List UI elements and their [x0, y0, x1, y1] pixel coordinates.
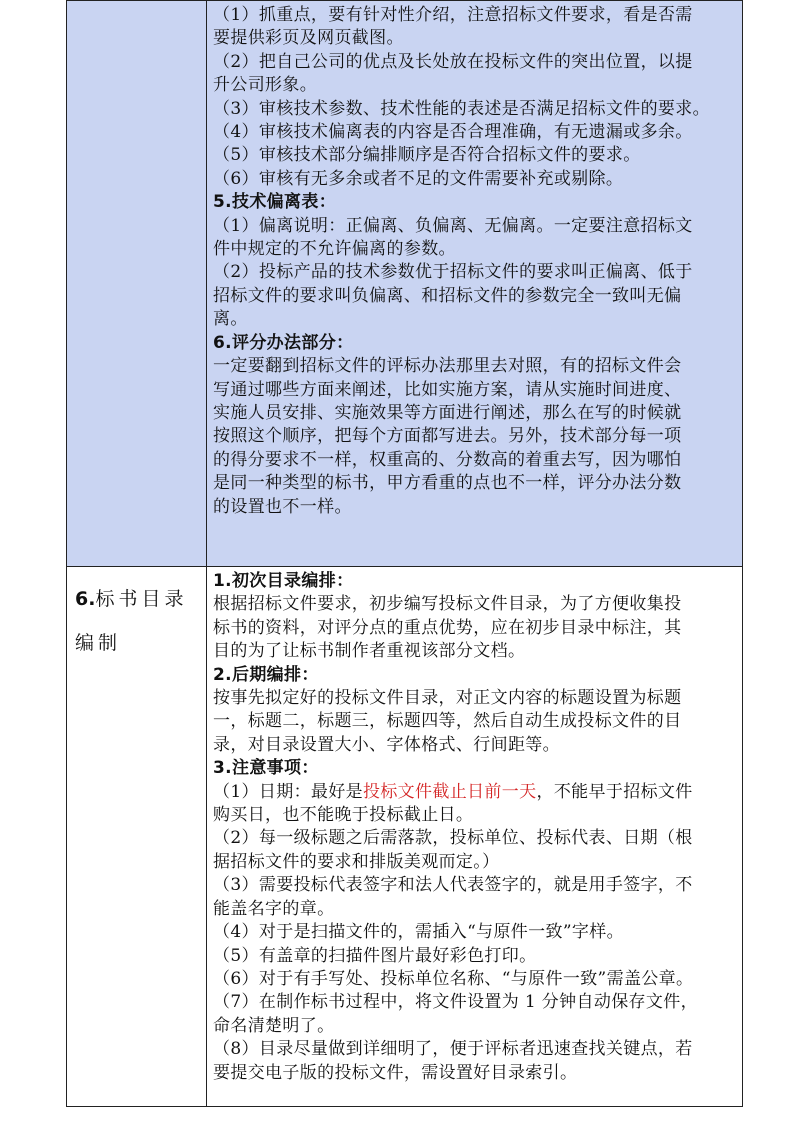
line-text: （2）把自己公司的优点及长处放在投标文件的突出位置，以提 [213, 51, 693, 72]
text-line [213, 261, 737, 284]
text-line [213, 687, 737, 710]
line-text: （3）审核技术参数、技术性能的表述是否满足招标文件的要求。 [213, 98, 710, 119]
line-text: （8）目录尽量做到详细明了，便于评标者迅速查找关键点，若 [213, 1039, 693, 1060]
line-text: （5）有盖章的扫描件图片最好彩色打印。 [213, 945, 537, 966]
text-line [213, 4, 737, 27]
text-line [213, 991, 737, 1014]
text-line [213, 1062, 737, 1085]
section-heading [213, 332, 737, 355]
text-line [213, 379, 737, 402]
line-text: （7）在制作标书过程中，将文件设置为 1 分钟自动保存文件， [213, 992, 698, 1013]
line-text: 按照这个顺序，把每个方面都写进去。另外，技术部分每一项 [213, 426, 682, 447]
text-line [213, 238, 737, 261]
section-title [75, 577, 198, 621]
text-line [213, 898, 737, 921]
row2-content-cell [207, 567, 743, 1107]
line-text: 一定要翻到招标文件的评标办法那里去对照，有的招标文件会 [213, 356, 682, 377]
section-heading [213, 570, 737, 593]
section-heading [213, 191, 737, 214]
text-line [213, 921, 737, 944]
line-text: 招标文件的要求叫负偏离、和招标文件的参数完全一致叫无偏 [213, 285, 682, 306]
text-line [213, 593, 737, 616]
text-line [213, 449, 737, 472]
text-line [213, 781, 737, 804]
text-line [213, 168, 737, 191]
line-text: 5.技术偏离表： [213, 192, 337, 213]
section-number: 6. [75, 588, 96, 610]
line-text: 要提交电子版的投标文件，需设置好目录索引。 [213, 1062, 578, 1083]
line-text: 要提供彩页及网页截图。 [213, 28, 404, 49]
line-text: 能盖名字的章。 [213, 898, 335, 919]
line-text: 按事先拟定好的投标文件目录，对正文内容的标题设置为标题 [213, 688, 682, 709]
text-line [213, 98, 737, 121]
row1-label-cell [67, 1, 207, 567]
line-text: （6）审核有无多余或者不足的文件需要补充或剔除。 [213, 168, 624, 189]
text-line [213, 968, 737, 991]
text-line [213, 1015, 737, 1038]
line-text: （6）对于有手写处、投标单位名称、“与原件一致”需盖公章。 [213, 968, 694, 989]
line-text: 根据招标文件要求，初步编写投标文件目录，为了方便收集投 [213, 594, 682, 615]
text-line [213, 1038, 737, 1061]
line-text: （1）偏离说明：正偏离、负偏离、无偏离。一定要注意招标文 [213, 215, 693, 236]
line-text: 的设置也不一样。 [213, 496, 352, 517]
highlight-text: 投标文件截止日前一天 [362, 781, 537, 802]
text-line [213, 804, 737, 827]
text-line [213, 945, 737, 968]
text-line [213, 285, 737, 308]
line-text: 离。 [213, 309, 248, 330]
line-text: 据招标文件的要求和排版美观而定。） [213, 851, 500, 872]
line-text: 写通过哪些方面来阐述，比如实施方案，请从实施时间进度、 [213, 379, 682, 400]
text-line [213, 144, 737, 167]
text-line [213, 355, 737, 378]
row1-content-cell [207, 1, 743, 567]
line-text: 一，标题二，标题三，标题四等，然后自动生成投标文件的目 [213, 711, 682, 732]
text-line [213, 121, 737, 144]
line-text: 命名清楚明了。 [213, 1015, 335, 1036]
text-line [213, 402, 737, 425]
line-text: （4）审核技术偏离表的内容是否合理准确，有无遗漏或多余。 [213, 122, 693, 143]
row2-label-cell [67, 567, 207, 1107]
line-text: （2）每一级标题之后需落款，投标单位、投标代表、日期（根 [213, 828, 693, 849]
text-line [213, 215, 737, 238]
line-text: 的得分要求不一样，权重高的、分数高的着重去写，因为哪怕 [213, 449, 682, 470]
row1-body [213, 4, 737, 519]
section-heading [213, 664, 737, 687]
text-line [213, 851, 737, 874]
line-text: 1.初次目录编排： [213, 571, 354, 591]
line-text: 目的为了让标书制作者重视该部分文档。 [213, 641, 526, 662]
text-line [213, 874, 737, 897]
line-text-after: ，不能早于招标文件 [536, 781, 693, 802]
table-row [67, 1, 743, 567]
section-heading [213, 757, 737, 780]
line-text: 录，对目录设置大小、字体格式、行间距等。 [213, 734, 560, 755]
text-line [213, 734, 737, 757]
text-line [213, 640, 737, 663]
line-text: 3.注意事项： [213, 758, 319, 779]
line-text: 件中规定的不允许偏离的参数。 [213, 239, 456, 260]
text-line [213, 51, 737, 74]
table-row [67, 567, 743, 1107]
content-table [66, 0, 743, 1107]
line-text: （2）投标产品的技术参数优于招标文件的要求叫正偏离、低于 [213, 262, 693, 283]
line-text: 升公司形象。 [213, 75, 318, 96]
text-line [213, 472, 737, 495]
line-text: 实施人员安排、实施效果等方面进行阐述，那么在写的时候就 [213, 402, 682, 423]
text-line [213, 74, 737, 97]
line-text: 是同一种类型的标书，甲方看重的点也不一样，评分办法分数 [213, 473, 682, 494]
text-line [213, 617, 737, 640]
line-text: （1）抓重点，要有针对性介绍，注意招标文件要求，看是否需 [213, 5, 693, 25]
line-text: （1）日期：最好是 [213, 781, 363, 802]
line-text: （5）审核技术部分编排顺序是否符合招标文件的要求。 [213, 145, 641, 166]
text-line [213, 425, 737, 448]
line-text: （4）对于是扫描文件的，需插入“与原件一致”字样。 [213, 922, 624, 943]
line-text: 标书的资料，对评分点的重点优势，应在初步目录中标注，其 [213, 617, 682, 638]
section-title-line1: 标书目录 [95, 588, 188, 610]
row2-body [213, 570, 737, 1085]
line-text: （3）需要投标代表签字和法人代表签字的，就是用手签字，不 [213, 875, 693, 896]
line-text: 2.后期编排： [213, 664, 319, 685]
text-line [213, 827, 737, 850]
text-line [213, 27, 737, 50]
line-text: 6.评分办法部分： [213, 332, 354, 353]
line-text: 购买日，也不能晚于投标截止日。 [213, 805, 474, 826]
text-line [213, 308, 737, 331]
section-title-line2: 编制 [75, 632, 122, 654]
text-line [213, 710, 737, 733]
text-line [213, 496, 737, 519]
